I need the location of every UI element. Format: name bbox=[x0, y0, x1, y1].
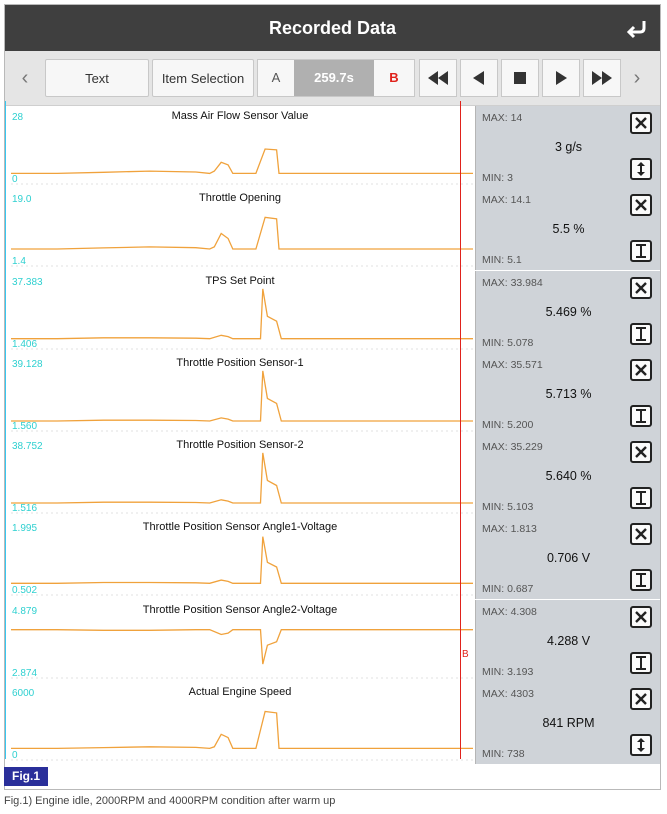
cursor-b-line[interactable] bbox=[460, 101, 461, 759]
fast-forward-icon[interactable] bbox=[583, 59, 621, 97]
min-value: MIN: 5.078 bbox=[482, 337, 534, 349]
value-panel bbox=[475, 353, 660, 435]
sensor-row bbox=[5, 106, 660, 188]
sensor-graph[interactable] bbox=[5, 106, 475, 188]
value-panel bbox=[475, 188, 660, 270]
sensor-name: Throttle Position Sensor-2 bbox=[176, 439, 304, 451]
figure-caption: Fig.1) Engine idle, 2000RPM and 4000RPM condition after warm up bbox=[4, 795, 336, 807]
resize-vertical-icon[interactable] bbox=[630, 734, 652, 756]
series-line bbox=[11, 453, 473, 503]
y-axis-max-label: 19.0 bbox=[12, 194, 32, 205]
text-cursor-icon[interactable] bbox=[630, 323, 652, 345]
max-value: MAX: 33.984 bbox=[482, 277, 543, 289]
close-icon[interactable] bbox=[630, 112, 652, 134]
y-axis-max-label: 1.995 bbox=[12, 523, 38, 534]
text-button[interactable]: Text bbox=[45, 59, 149, 97]
close-icon[interactable] bbox=[630, 688, 652, 710]
sensor-row bbox=[5, 188, 660, 270]
sensor-row bbox=[5, 600, 660, 682]
y-axis-min-label: 1.406 bbox=[12, 339, 38, 350]
max-value: MAX: 1.813 bbox=[482, 523, 537, 535]
y-axis-max-label: 37.383 bbox=[12, 277, 43, 288]
value-panel bbox=[475, 271, 660, 353]
y-axis-min-label: 1.4 bbox=[12, 256, 26, 267]
window-title: Recorded Data bbox=[268, 18, 397, 38]
sensor-graph[interactable] bbox=[5, 600, 475, 682]
y-axis-max-label: 28 bbox=[12, 112, 24, 123]
y-axis-max-label: 4.879 bbox=[12, 606, 38, 617]
sensor-graph[interactable] bbox=[5, 435, 475, 517]
prev-page-icon[interactable]: ‹ bbox=[21, 66, 29, 89]
series-line bbox=[11, 149, 473, 173]
cursor-a-line[interactable] bbox=[5, 101, 6, 759]
max-value: MAX: 14 bbox=[482, 112, 523, 124]
toolbar bbox=[5, 51, 660, 106]
sensor-graph[interactable] bbox=[5, 188, 475, 270]
sensor-name: Throttle Position Sensor-1 bbox=[176, 357, 304, 369]
next-page-icon[interactable]: › bbox=[633, 66, 641, 89]
sensor-row bbox=[5, 435, 660, 517]
ab-cursor-group bbox=[257, 59, 415, 97]
min-value: MIN: 0.687 bbox=[482, 583, 534, 595]
stop-icon[interactable] bbox=[501, 59, 539, 97]
min-value: MIN: 5.103 bbox=[482, 501, 534, 513]
sensor-name: Actual Engine Speed bbox=[188, 686, 292, 698]
min-value: MIN: 3.193 bbox=[482, 666, 534, 678]
value-panel bbox=[475, 435, 660, 517]
y-axis-min-label: 1.560 bbox=[12, 421, 38, 432]
cursor-b-label[interactable]: B bbox=[389, 70, 399, 85]
close-icon[interactable] bbox=[630, 441, 652, 463]
series-line bbox=[11, 712, 473, 749]
step-back-icon[interactable] bbox=[460, 59, 498, 97]
y-axis-min-label: 2.874 bbox=[12, 668, 38, 679]
sensor-name: TPS Set Point bbox=[205, 275, 275, 287]
current-value: 4.288 V bbox=[546, 634, 591, 648]
sensor-row bbox=[5, 271, 660, 353]
y-axis-max-label: 38.752 bbox=[12, 441, 43, 452]
sensor-name: Throttle Position Sensor Angle2-Voltage bbox=[142, 604, 338, 616]
max-value: MAX: 35.571 bbox=[482, 359, 543, 371]
sensor-graph[interactable] bbox=[5, 353, 475, 435]
series-line bbox=[11, 217, 473, 249]
cursor-b-marker: B bbox=[462, 649, 469, 660]
text-cursor-icon[interactable] bbox=[630, 487, 652, 509]
close-icon[interactable] bbox=[630, 606, 652, 628]
plots-area bbox=[5, 106, 660, 764]
sensor-name: Throttle Position Sensor Angle1-Voltage bbox=[142, 521, 338, 533]
fast-rewind-icon[interactable] bbox=[419, 59, 457, 97]
sensor-row bbox=[5, 682, 660, 764]
min-value: MIN: 3 bbox=[482, 172, 513, 184]
current-value: 5.640 % bbox=[545, 469, 592, 483]
close-icon[interactable] bbox=[630, 194, 652, 216]
value-panel bbox=[475, 600, 660, 682]
y-axis-min-label: 0 bbox=[12, 750, 18, 761]
time-readout: 259.7s bbox=[294, 60, 374, 96]
title-bar bbox=[5, 5, 660, 51]
max-value: MAX: 4.308 bbox=[482, 606, 537, 618]
cursor-a-label[interactable]: A bbox=[271, 70, 281, 85]
current-value: 5.469 % bbox=[545, 305, 592, 319]
sensor-name: Mass Air Flow Sensor Value bbox=[171, 110, 309, 122]
close-icon[interactable] bbox=[630, 523, 652, 545]
series-line bbox=[11, 537, 473, 584]
min-value: MIN: 5.1 bbox=[482, 254, 522, 266]
text-cursor-icon[interactable] bbox=[630, 569, 652, 591]
sensor-row bbox=[5, 517, 660, 599]
min-value: MIN: 738 bbox=[482, 748, 525, 760]
close-icon[interactable] bbox=[630, 359, 652, 381]
current-value: 841 RPM bbox=[542, 716, 595, 730]
sensor-name: Throttle Opening bbox=[199, 192, 281, 204]
sensor-row bbox=[5, 353, 660, 435]
value-panel bbox=[475, 106, 660, 188]
current-value: 0.706 V bbox=[546, 551, 591, 565]
figure-badge: Fig.1 bbox=[4, 767, 48, 786]
sensor-graph[interactable] bbox=[5, 271, 475, 353]
value-panel bbox=[475, 682, 660, 764]
return-arrow-icon[interactable] bbox=[620, 13, 654, 43]
max-value: MAX: 4303 bbox=[482, 688, 534, 700]
current-value: 5.5 % bbox=[552, 222, 585, 236]
current-value: 3 g/s bbox=[554, 140, 583, 154]
y-axis-max-label: 6000 bbox=[12, 688, 35, 699]
recorded-data-window bbox=[4, 4, 661, 790]
value-panel bbox=[475, 517, 660, 599]
item-selection-button[interactable]: Item Selection bbox=[152, 59, 254, 97]
text-cursor-icon[interactable] bbox=[630, 405, 652, 427]
max-value: MAX: 14.1 bbox=[482, 194, 532, 206]
series-line bbox=[11, 289, 473, 339]
close-icon[interactable] bbox=[630, 277, 652, 299]
series-line bbox=[11, 371, 473, 421]
sensor-graph[interactable] bbox=[5, 517, 475, 599]
step-forward-icon[interactable] bbox=[542, 59, 580, 97]
min-value: MIN: 5.200 bbox=[482, 419, 534, 431]
y-axis-min-label: 0 bbox=[12, 174, 18, 185]
series-line bbox=[11, 630, 473, 664]
max-value: MAX: 35.229 bbox=[482, 441, 543, 453]
y-axis-min-label: 1.516 bbox=[12, 503, 38, 514]
resize-vertical-icon[interactable] bbox=[630, 158, 652, 180]
y-axis-max-label: 39.128 bbox=[12, 359, 43, 370]
current-value: 5.713 % bbox=[545, 387, 592, 401]
y-axis-min-label: 0.502 bbox=[12, 585, 38, 596]
text-cursor-icon[interactable] bbox=[630, 240, 652, 262]
sensor-graph[interactable] bbox=[5, 682, 475, 764]
text-cursor-icon[interactable] bbox=[630, 652, 652, 674]
